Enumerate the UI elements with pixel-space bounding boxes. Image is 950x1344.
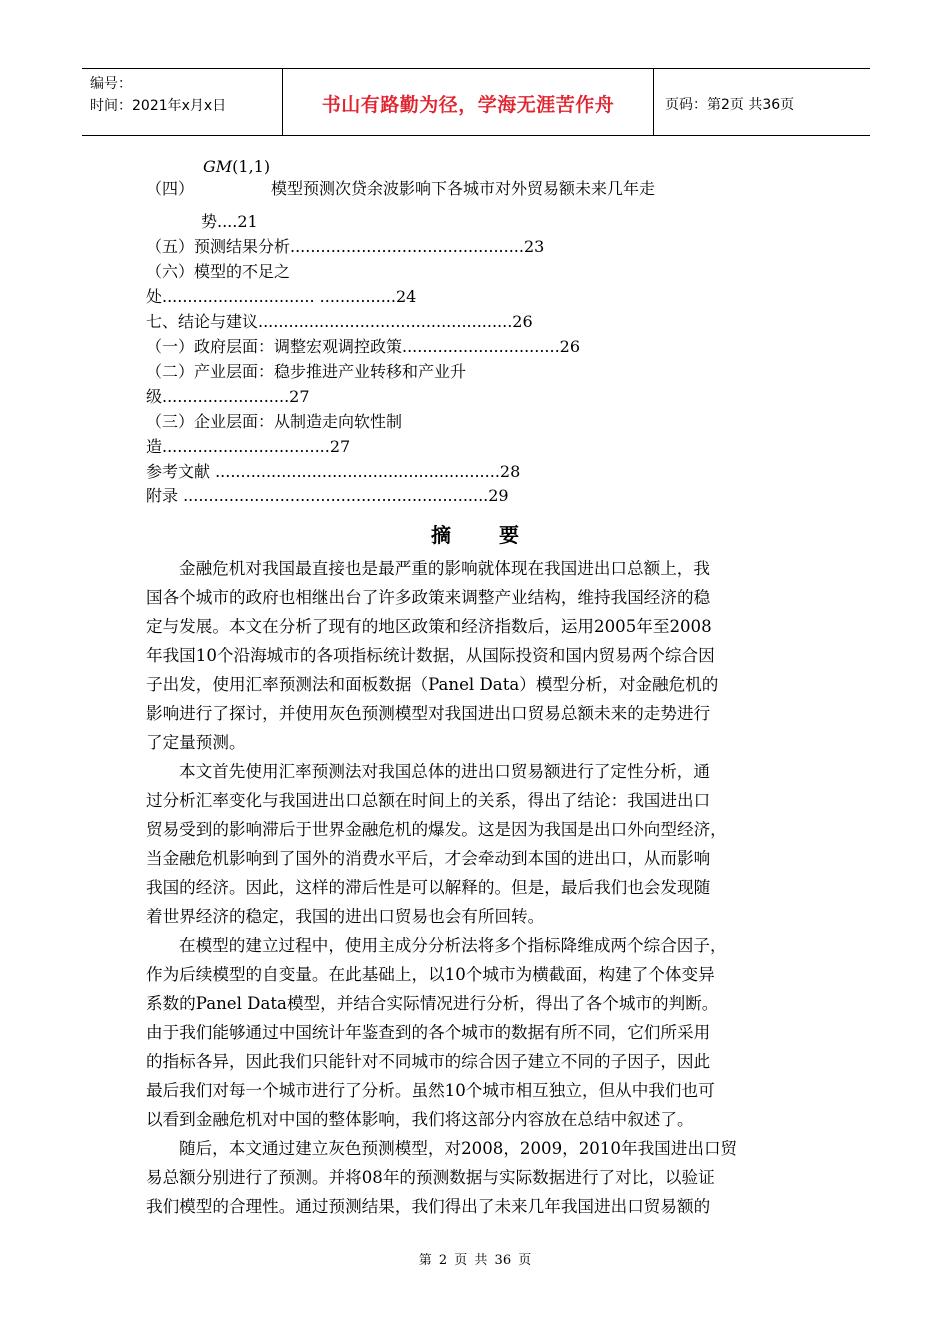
text-line: 金融危机对我国最直接也是最严重的影响就体现在我国进出口总额上，我 (179, 559, 710, 578)
abstract-paragraph (146, 757, 808, 931)
text-line: 了定量预测。 (146, 733, 246, 752)
text-line: 我们模型的合理性。通过预测结果，我们得出了未来几年我国进出口贸易额的 (146, 1197, 711, 1216)
toc-entry[interactable]: （四） (146, 179, 195, 198)
toc-entry[interactable]: （一）政府层面：调整宏观调控政策...............................26 (146, 337, 581, 356)
text-line: 贸易受到的影响滞后于世界金融危机的爆发。这是因为我国是出口外向型经济， (146, 820, 727, 839)
text-line: 最后我们对每一个城市进行了分析。虽然10个城市相互独立，但从中我们也可 (146, 1081, 715, 1100)
toc-entry[interactable]: 模型预测次贷余波影响下各城市对外贸易额未来几年走 (271, 179, 656, 198)
header-time: 时间：2021年x月x日 (90, 98, 227, 114)
text-line: 年我国10个沿海城市的各项指标统计数据，从国际投资和国内贸易两个综合因 (146, 646, 715, 665)
abstract-paragraph (146, 1134, 808, 1221)
text-line: 过分析汇率变化与我国进出口总额在时间上的关系，得出了结论：我国进出口 (146, 791, 711, 810)
text-line: 作为后续模型的自变量。在此基础上，以10个城市为横截面，构建了个体变异 (146, 965, 715, 984)
abstract-paragraph (146, 554, 808, 757)
toc-entry[interactable]: （三）企业层面：从制造走向软性制 (146, 412, 403, 431)
text-line: 当金融危机影响到了国外的消费水平后，才会牵动到本国的进出口，从而影响 (146, 849, 711, 868)
toc-entry[interactable]: （五）预测结果分析..............................................23 (146, 237, 545, 256)
text-line: 国各个城市的政府也相继出台了许多政策来调整产业结构，维持我国经济的稳 (146, 588, 711, 607)
text-line: 的指标各异，因此我们只能针对不同城市的综合因子建立不同的子因子，因此 (146, 1052, 711, 1071)
toc-entry[interactable]: 造.................................27 (146, 437, 351, 456)
text-line: 在模型的建立过程中，使用主成分分析法将多个指标降维成两个综合因子， (179, 936, 727, 955)
abstract-title: 摘要 (431, 523, 567, 547)
text-line: 以看到金融危机对中国的整体影响，我们将这部分内容放在总结中叙述了。 (146, 1110, 694, 1129)
abstract-paragraph (146, 931, 808, 1134)
toc-entry[interactable]: 级.........................27 (146, 387, 310, 406)
text-line: 易总额分别进行了预测。并将08年的预测数据与实际数据进行了对比，以验证 (146, 1168, 715, 1187)
text-line: 随后，本文通过建立灰色预测模型，对2008，2009，2010年我国进出口贸 (179, 1139, 738, 1158)
toc-entry[interactable]: （二）产业层面：稳步推进产业转移和产业升 (146, 362, 467, 381)
toc-entry[interactable]: 处.............................. ...............24 (146, 287, 417, 306)
text-line: 定与发展。本文在分析了现有的地区政策和经济指数后，运用2005年至2008 (146, 617, 712, 636)
gm-formula: GM(1,1) (203, 157, 271, 176)
toc-entry[interactable]: （六）模型的不足之 (146, 262, 291, 281)
page-footer: 第 2 页 共 36 页 (418, 1253, 532, 1268)
text-line: 由于我们能够通过中国统计年鉴查到的各个城市的数据有所不同，它们所采用 (146, 1023, 711, 1042)
text-line: 本文首先使用汇率预测法对我国总体的进出口贸易额进行了定性分析，通 (179, 762, 710, 781)
text-line: 系数的Panel Data模型，并结合实际情况进行分析，得出了各个城市的判断。 (146, 994, 719, 1013)
header-page-number: 页码：第2页 共36页 (665, 97, 795, 113)
text-line: 着世界经济的稳定，我国的进出口贸易也会有所回转。 (146, 907, 545, 926)
toc-entry[interactable]: 参考文献 ........................................................28 (146, 462, 521, 481)
toc-entry[interactable]: 附录 ............................................................29 (146, 486, 509, 505)
toc-entry[interactable]: 七、结论与建议..................................................26 (146, 312, 533, 331)
text-line: 影响进行了探讨，并使用灰色预测模型对我国进出口贸易总额未来的走势进行 (146, 704, 711, 723)
toc-entry[interactable]: 势....21 (201, 212, 258, 231)
table-of-contents (0, 0, 950, 520)
text-line: 我国的经济。因此，这样的滞后性是可以解释的。但是，最后我们也会发现随 (146, 878, 711, 897)
header-motto: 书山有路勤为径，学海无涯苦作舟 (321, 94, 615, 116)
header-number: 编号： (90, 76, 132, 92)
text-line: 子出发，使用汇率预测法和面板数据（Panel Data）模型分析，对金融危机的 (146, 675, 719, 694)
